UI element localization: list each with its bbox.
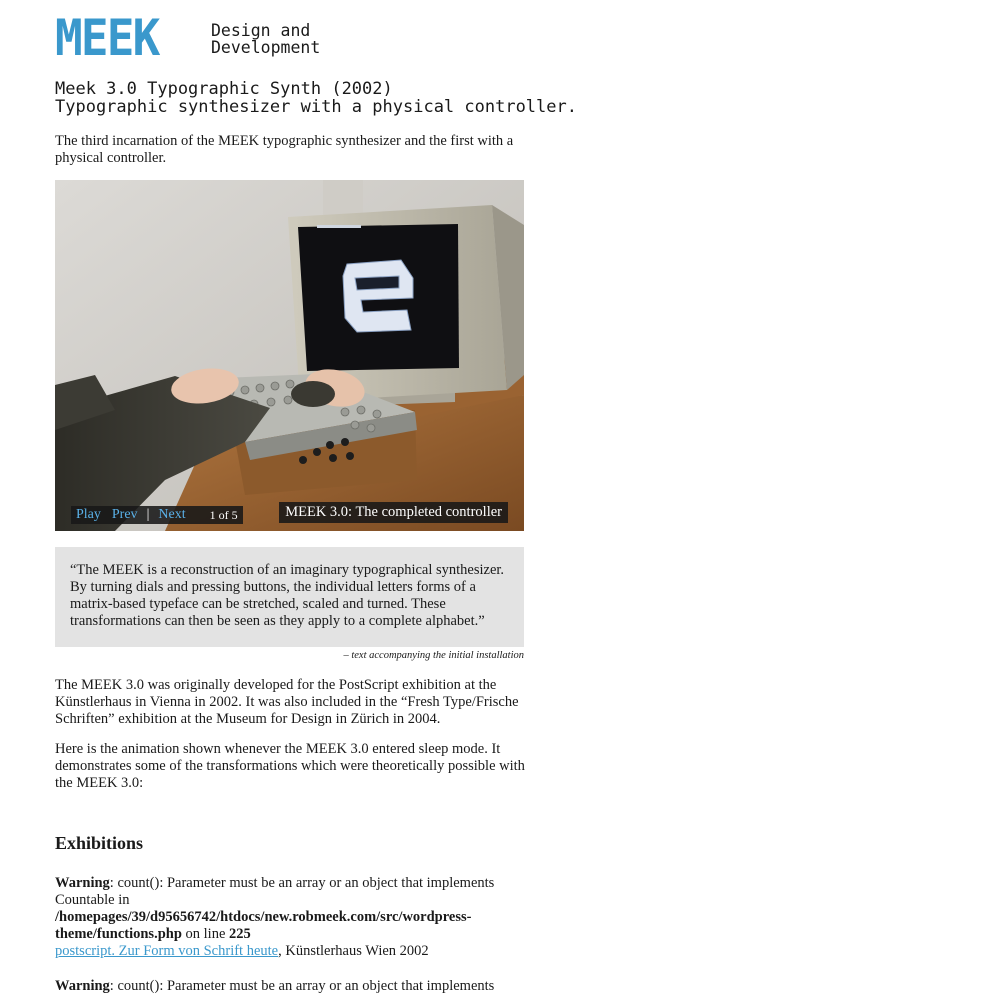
animation-paragraph: Here is the animation shown whenever the MEEK 3.0 entered sleep mode. It demonstrates some of the transformations which were theoretically possible with the MEEK 3.0:	[55, 741, 525, 791]
site-logo[interactable]: MEEK	[55, 9, 159, 67]
slideshow[interactable]	[55, 180, 524, 531]
warning-message: : count(): Parameter must be an array or an object that implements Countable in	[55, 875, 495, 908]
slideshow-controls	[71, 506, 243, 524]
next-button[interactable]: Next	[158, 507, 186, 522]
slide-photo	[55, 180, 524, 531]
site-tagline	[211, 22, 320, 56]
warning-on-line: on line	[181, 926, 230, 942]
warning-file-path: /homepages/39/d95656742/htdocs/new.robmeek.com/src/wordpress-theme/functions.php	[55, 909, 472, 942]
controls-separator: |	[146, 507, 150, 522]
page-title-line-1: Meek 3.0 Typographic Synth (2002)	[55, 79, 393, 99]
php-warning	[55, 978, 525, 995]
tagline-line-1: Design and	[211, 21, 311, 40]
exhibition-link[interactable]: postscript. Zur Form von Schrift heute	[55, 943, 279, 959]
tagline-line-2: Development	[211, 38, 321, 57]
intro-paragraph: The third incarnation of the MEEK typographic synthesizer and the first with a physical controller.	[55, 133, 514, 166]
slide-caption: MEEK 3.0: The completed controller	[279, 502, 508, 523]
php-warning	[55, 875, 525, 960]
slide-counter: 1 of 5	[209, 507, 238, 522]
page-title-line-2: Typographic synthesizer with a physical controller.	[55, 97, 577, 117]
site-header	[55, 9, 515, 72]
play-button[interactable]: Play	[76, 507, 101, 522]
warning-label: Warning	[55, 978, 110, 994]
prev-button[interactable]: Prev	[111, 507, 138, 522]
warning-line-number: 225	[229, 926, 251, 942]
warning-message: : count(): Parameter must be an array or an object that implements	[109, 978, 495, 994]
warning-label: Warning	[55, 875, 110, 891]
installation-quote: “The MEEK is a reconstruction of an imaginary typographical synthesizer. By turning dials and pressing buttons, the individual letters forms of a matrix-based typeface can be stretched, scaled and turned. These transformations can then be seen as they apply to a complete alphabet.”	[55, 547, 524, 647]
history-paragraph: The MEEK 3.0 was originally developed for the PostScript exhibition at the Künstlerhaus in Vienna in 2002. It was also included in the “Fresh Type/Frische Schriften” exhibition at the Museum for Design in Zürich in 2004.	[55, 677, 519, 727]
page-title	[55, 79, 577, 117]
exhibitions-heading: Exhibitions	[55, 833, 144, 853]
exhibition-venue: , Künstlerhaus Wien 2002	[278, 943, 429, 959]
quote-source: – text accompanying the initial installation	[343, 650, 524, 661]
